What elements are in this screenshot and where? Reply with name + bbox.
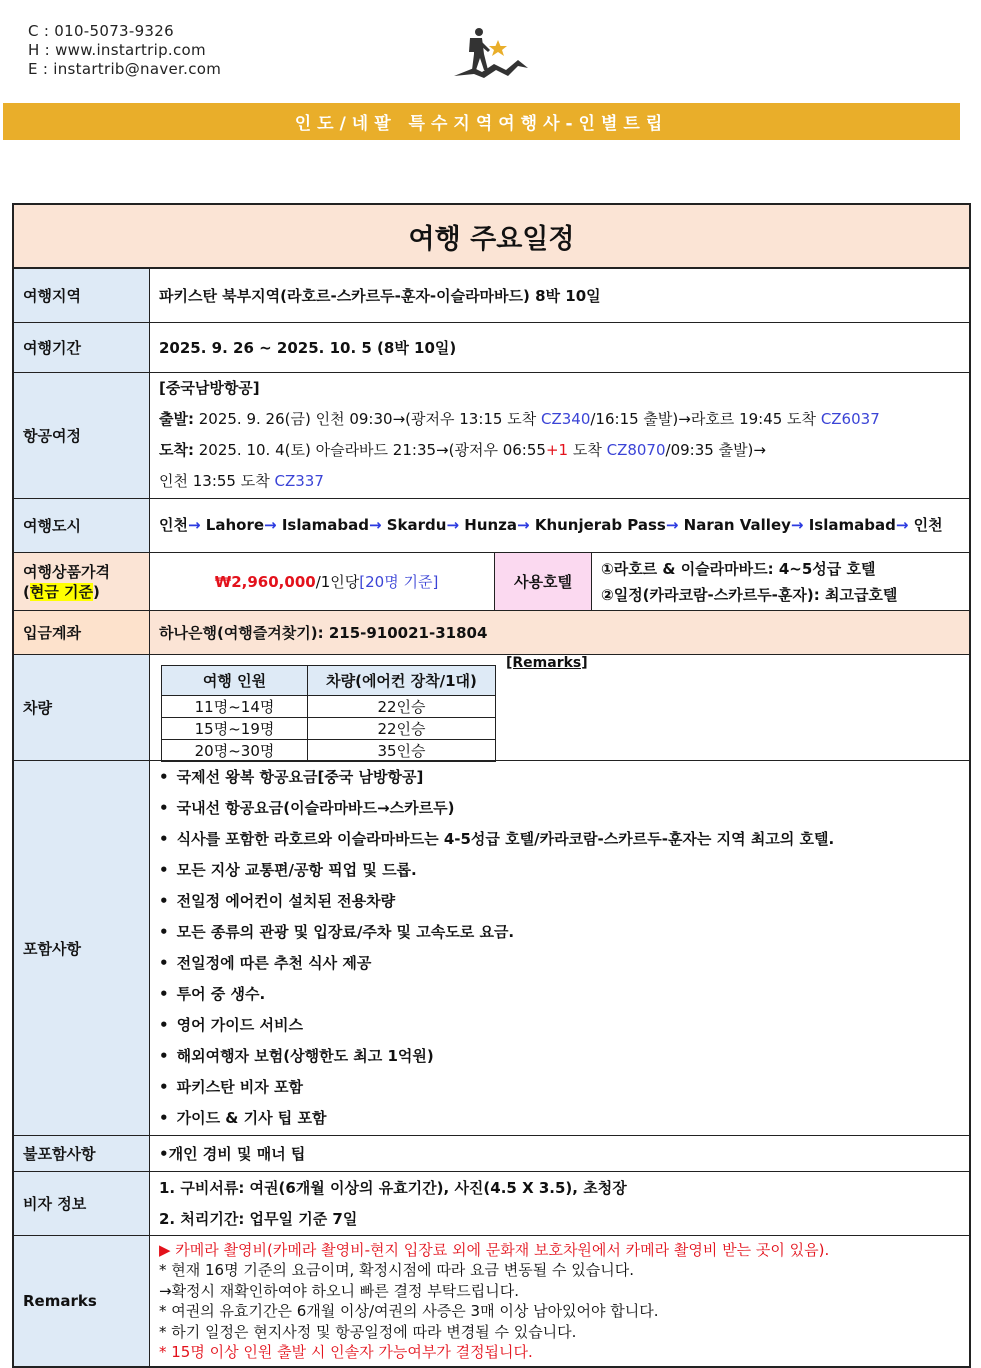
- city-name: Lahore: [205, 516, 265, 534]
- list-item: • 해외여행자 보험(상행한도 최고 1억원): [159, 1041, 969, 1072]
- route-arrow-icon: →: [895, 516, 914, 534]
- remarks-label: Remarks: [14, 1236, 150, 1366]
- arr-text3: /09:35 출발)→: [665, 441, 766, 459]
- vehicle-people: 15명~19명: [162, 718, 308, 740]
- cities-value: [150, 499, 969, 552]
- agency-banner: 인도/네팔 특수지역여행사-인별트립: [3, 103, 960, 140]
- cities-label: 여행도시: [14, 499, 150, 552]
- account-value: 하나은행(여행즐겨찾기): 215-910021-31804: [150, 611, 969, 654]
- vehicle-seats: 35인승: [308, 740, 496, 762]
- price-label-line1: 여행상품가격: [23, 562, 110, 581]
- dep-label: 출발:: [159, 410, 194, 428]
- row-price: [14, 553, 969, 611]
- visa-value: [150, 1172, 969, 1235]
- flight-arrival-2: [159, 466, 969, 497]
- city-name: Islamabad: [281, 516, 369, 534]
- row-period: [14, 323, 969, 373]
- vehicle-seats: 22인승: [308, 718, 496, 740]
- list-item: • 영어 가이드 서비스: [159, 1010, 969, 1041]
- route-arrow-icon: →: [446, 516, 465, 534]
- price-paren-open: (: [23, 582, 30, 601]
- contact-email: E : instartrib@naver.com: [28, 60, 222, 78]
- vehicle-label: 차량: [14, 655, 150, 760]
- list-item: • 국제선 왕복 항공요금[중국 남방항공]: [159, 762, 969, 793]
- price-amount: ₩2,960,000: [214, 572, 316, 591]
- hotel-line-1: ①라호르 & 이슬라마바드: 4~5성급 호텔: [601, 559, 876, 578]
- period-label: 여행기간: [14, 323, 150, 372]
- price-value: [150, 553, 494, 610]
- vehicle-remarks: [Remarks]: [506, 655, 588, 671]
- row-account: [14, 611, 969, 655]
- list-item: • 식사를 포함한 라호르와 이슬라마바드는 4-5성급 호텔/카라코람-스카르두-훈자는 지역 최고의 호텔.: [159, 824, 969, 855]
- excludes-value: •개인 경비 및 매너 팁: [159, 1145, 306, 1163]
- period-value: 2025. 9. 26 ~ 2025. 10. 5 (8박 10일): [159, 339, 457, 357]
- row-includes: [14, 761, 969, 1136]
- city-name: 인천: [913, 516, 943, 534]
- price-cash-basis: 현금 기준: [29, 582, 94, 601]
- arr-text2: 도착: [568, 441, 607, 459]
- dep-text1: 2025. 9. 26(금) 인천 09:30→(광저우 13:15 도착: [193, 410, 541, 428]
- hotel-label: 사용호텔: [494, 553, 592, 610]
- list-item: • 가이드 & 기사 팁 포함: [159, 1103, 969, 1134]
- vehicle-table: [161, 665, 496, 762]
- route-arrow-icon: →: [665, 516, 684, 534]
- price-basis: [20명 기준]: [359, 573, 439, 591]
- includes-value: [150, 761, 969, 1135]
- route-arrow-icon: →: [790, 516, 809, 534]
- price-paren-close: ): [93, 582, 100, 601]
- arr-line2: 인천 13:55 도착: [159, 472, 275, 490]
- table-row: [162, 696, 496, 718]
- remarks-line-2: →확정시 재확인하여야 하오니 빠른 결정 부탁드립니다.: [159, 1281, 519, 1300]
- region-value: 파키스탄 북부지역(라호르-스카르두-훈자-이슬라마바드) 8박 10일: [159, 287, 601, 305]
- itinerary-table: [12, 203, 971, 1368]
- remarks-line-3: * 여권의 유효기간은 6개월 이상/여권의 사증은 3매 이상 남아있어야 합니다.: [159, 1302, 659, 1320]
- city-name: Skardu: [386, 516, 447, 534]
- flight-value: [150, 373, 969, 498]
- table-row: [162, 718, 496, 740]
- includes-label: 포함사항: [14, 761, 150, 1135]
- includes-list: [159, 762, 969, 1134]
- flight-departure: [159, 404, 969, 435]
- row-cities: [14, 499, 969, 553]
- price-label: [14, 553, 150, 610]
- dep-flight-code1: CZ340: [540, 410, 591, 428]
- dep-text2: /16:15 출발)→라호르 19:45 도착: [590, 410, 821, 428]
- remarks-camera-fee: ▶ 카메라 촬영비(카메라 촬영비-현지 입장료 외에 문화재 보호차원에서 카메라 촬영비 받는 곳이 있음).: [159, 1240, 830, 1259]
- region-label: 여행지역: [14, 269, 150, 322]
- arr-flight-code1: CZ8070: [606, 441, 666, 459]
- vehicle-table-header: [162, 666, 496, 696]
- row-remarks: [14, 1236, 969, 1366]
- route-arrow-icon: →: [517, 516, 535, 534]
- arr-label: 도착:: [159, 441, 194, 459]
- visa-line-1: 1. 구비서류: 여권(6개월 이상의 유효기간), 사진(4.5 X 3.5), 초청장: [159, 1178, 627, 1197]
- contact-phone: C : 010-5073-9326: [28, 22, 174, 40]
- flight-airline: [중국남방항공]: [159, 379, 260, 397]
- list-item: • 국내선 항공요금(이슬라마바드→스카르두): [159, 793, 969, 824]
- page-title: 여행 주요일정: [14, 205, 969, 269]
- arr-flight-code2: CZ337: [274, 472, 324, 490]
- row-vehicle: [14, 655, 969, 761]
- cities-route: [159, 510, 969, 541]
- vehicle-people: 11명~14명: [162, 696, 308, 718]
- flight-label: 항공여정: [14, 373, 150, 498]
- vehicle-people: 20명~30명: [162, 740, 308, 762]
- list-item: • 투어 중 생수.: [159, 979, 969, 1010]
- arr-plus-day: +1: [545, 441, 569, 459]
- row-region: [14, 269, 969, 323]
- contact-homepage: H : www.instartrip.com: [28, 41, 206, 59]
- arr-text1: 2025. 10. 4(토) 아슬라바드 21:35→(광저우 06:55: [193, 441, 546, 459]
- visa-label: 비자 정보: [14, 1172, 150, 1235]
- city-name: Hunza: [464, 516, 518, 534]
- list-item: • 모든 지상 교통편/공항 픽업 및 드롭.: [159, 855, 969, 886]
- hotel-line-2: ②일정(카라코람-스카르두-훈자): 최고급호텔: [601, 585, 898, 604]
- excludes-label: 불포함사항: [14, 1136, 150, 1171]
- vehicle-header-vehicle: 차량(에어컨 장착/1대): [308, 666, 496, 696]
- vehicle-seats: 22인승: [308, 696, 496, 718]
- list-item: • 전일정 에어컨이 설치된 전용차량: [159, 886, 969, 917]
- remarks-value: [150, 1236, 969, 1366]
- row-excludes: [14, 1136, 969, 1172]
- hiker-logo-icon: [452, 24, 530, 82]
- hotel-value: [592, 553, 969, 610]
- vehicle-value: [150, 655, 969, 760]
- city-name: Naran Valley: [683, 516, 791, 534]
- route-arrow-icon: →: [368, 516, 387, 534]
- row-visa: [14, 1172, 969, 1236]
- contact-info: [28, 22, 221, 79]
- city-name: Khunjerab Pass: [534, 516, 666, 534]
- table-row: [162, 740, 496, 762]
- route-arrow-icon: →: [264, 516, 282, 534]
- city-name: 인천: [159, 516, 188, 534]
- price-label-line2: [23, 582, 100, 602]
- city-name: Islamabad: [808, 516, 896, 534]
- list-item: • 전일정에 따른 추천 식사 제공: [159, 948, 969, 979]
- remarks-line-1: * 현재 16명 기준의 요금이며, 확정시점에 따라 요금 변동될 수 있습니다.: [159, 1261, 635, 1279]
- account-label: 입금계좌: [14, 611, 150, 654]
- list-item: • 파키스탄 비자 포함: [159, 1072, 969, 1103]
- remarks-line-4: * 하기 일정은 현지사정 및 항공일정에 따라 변경될 수 있습니다.: [159, 1322, 577, 1341]
- remarks-leader-note: * 15명 이상 인원 출발 시 인솔자 가능여부가 결정됩니다.: [159, 1343, 533, 1361]
- route-arrow-icon: →: [187, 516, 206, 534]
- dep-flight-code2: CZ6037: [820, 410, 880, 428]
- list-item: • 모든 종류의 관광 및 입장료/주차 및 고속도로 요금.: [159, 917, 969, 948]
- visa-line-2: 2. 처리기간: 업무일 기준 7일: [159, 1209, 358, 1228]
- price-per-person: /1인당: [315, 573, 360, 591]
- row-flight: [14, 373, 969, 499]
- flight-arrival: [159, 435, 969, 466]
- vehicle-header-people: 여행 인원: [162, 666, 308, 696]
